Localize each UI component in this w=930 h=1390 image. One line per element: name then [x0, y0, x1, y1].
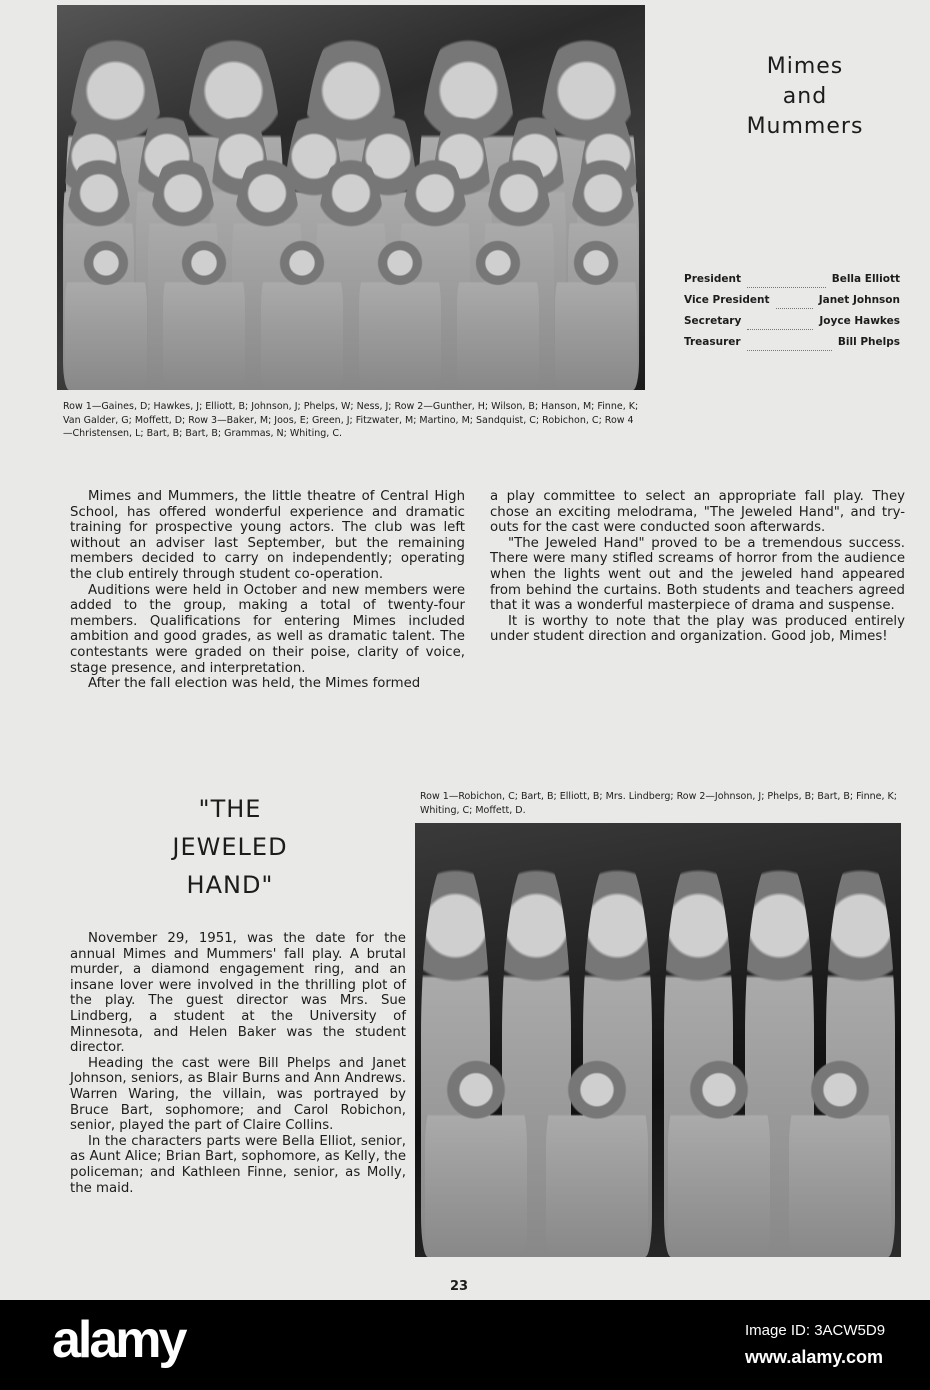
page-number: 23	[450, 1279, 469, 1294]
play-photo-caption: Row 1—Robichon, C; Bart, B; Elliott, B; Mrs. Lindberg; Row 2—Johnson, J; Phelps, B; Bart, B; Finne, K; Whiting, C; Moffett, D.	[420, 791, 897, 816]
person-figure	[261, 235, 343, 390]
paragraph: In the characters parts were Bella Elliot, senior, as Aunt Alice; Brian Bart, sophomore, as Kelly, the policeman; and Kathleen Finne, senior, as Molly, the maid.	[70, 1133, 406, 1196]
title-line: "THE	[198, 795, 262, 823]
play-title	[150, 790, 310, 904]
club-group-photo	[57, 5, 645, 390]
officer-row	[684, 315, 900, 336]
paragraph: Mimes and Mummers, the little theatre of Central High School, has offered wonderful experience and dramatic training for prospective young actors. The club was left without an adviser last September, but the remaining members decided to carry on independently; operating the club entirely through student co-operation.	[70, 489, 465, 582]
club-photo-caption: Row 1—Gaines, D; Hawkes, J; Elliott, B; Johnson, J; Phelps, W; Ness, J; Row 2—Gunther, H; Wilson, B; Hanson, M; Finne, K; Van Galder, G; Moffett, D; Row 3—Baker, M; Joos, E; Green, J; Fitzwater, M; Martino, M; Sandquist, C; Robichon, C; Row 4—Christensen, L; Bart, B; Bart, B; Grammas, N; Whiting, C.	[63, 401, 639, 439]
title-line: Mummers	[746, 114, 864, 139]
paragraph: a play committee to select an appropriate fall play. They chose an exciting melodrama, "The Jeweled Hand", and try-outs for the cast were conducted soon afterwards.	[490, 489, 905, 536]
paragraph: November 29, 1951, was the date for the annual Mimes and Mummers' fall play. A brutal murder, a diamond engagement ring, and an insane lover were involved in the thrilling plot of the play. The guest director was Mrs. Sue Lindberg, a student at the University of Minnesota, and Helen Baker was the student director.	[70, 931, 406, 1056]
paragraph: Heading the cast were Bill Phelps and Janet Johnson, seniors, as Blair Burns and Ann Andrews. Warren Waring, the villain, was portrayed by Bruce Bart, sophomore; and Carol Robichon, senior, played the part of Claire Collins.	[70, 1055, 406, 1134]
club-title	[720, 52, 890, 142]
person-figure	[555, 235, 637, 390]
officer-name: Joyce Hawkes	[819, 315, 900, 327]
person-figure	[457, 235, 539, 390]
officers-list	[684, 273, 900, 357]
watermark-banner	[0, 1300, 930, 1390]
club-text-right	[490, 489, 905, 645]
paragraph: After the fall election was held, the Mimes formed	[88, 676, 421, 692]
officer-role: Vice President	[684, 294, 770, 306]
title-line: JEWELED	[172, 833, 288, 861]
person-figure	[789, 1053, 891, 1257]
watermark-url: www.alamy.com	[745, 1347, 884, 1367]
play-cast-photo	[415, 823, 901, 1257]
officer-row	[684, 336, 900, 357]
paragraph: It is worthy to note that the play was produced entirely under student direction and organization. Good job, Mimes!	[490, 613, 905, 645]
person-figure	[425, 1053, 527, 1257]
person-figure	[668, 1053, 770, 1257]
officer-name: Bill Phelps	[837, 336, 900, 348]
person-figure	[359, 235, 441, 390]
title-line: HAND"	[186, 871, 274, 899]
club-text-left	[70, 489, 465, 692]
alamy-logo: alamy	[52, 1311, 185, 1369]
officer-name: Bella Elliott	[831, 273, 900, 285]
person-figure	[163, 235, 245, 390]
officer-row	[684, 273, 900, 294]
person-figure	[65, 235, 147, 390]
play-text	[70, 931, 406, 1196]
title-line: Mimes	[766, 54, 844, 79]
officer-role: Treasurer	[684, 336, 741, 348]
officer-row	[684, 294, 900, 315]
person-figure	[546, 1053, 648, 1257]
paragraph: Auditions were held in October and new members were added to the group, making a total of twenty-four members. Qualifications for entering Mimes included ambition and good grades, as well as dramatic talent. The contestants were graded on their poise, clarity of voice, stage presence, and interpretation.	[70, 582, 465, 676]
paragraph: "The Jeweled Hand" proved to be a tremendous success. There were many stifled screams of horror from the audience when the lights went out and the jeweled hand appeared from behind the curtains. Both students and teachers agreed that it was a wonderful masterpiece of drama and suspense.	[490, 535, 905, 614]
title-line: and	[782, 84, 828, 109]
officer-role: President	[684, 273, 741, 285]
image-id: Image ID: 3ACW5D9	[745, 1322, 886, 1339]
officer-name: Janet Johnson	[818, 294, 900, 306]
officer-role: Secretary	[684, 315, 742, 327]
